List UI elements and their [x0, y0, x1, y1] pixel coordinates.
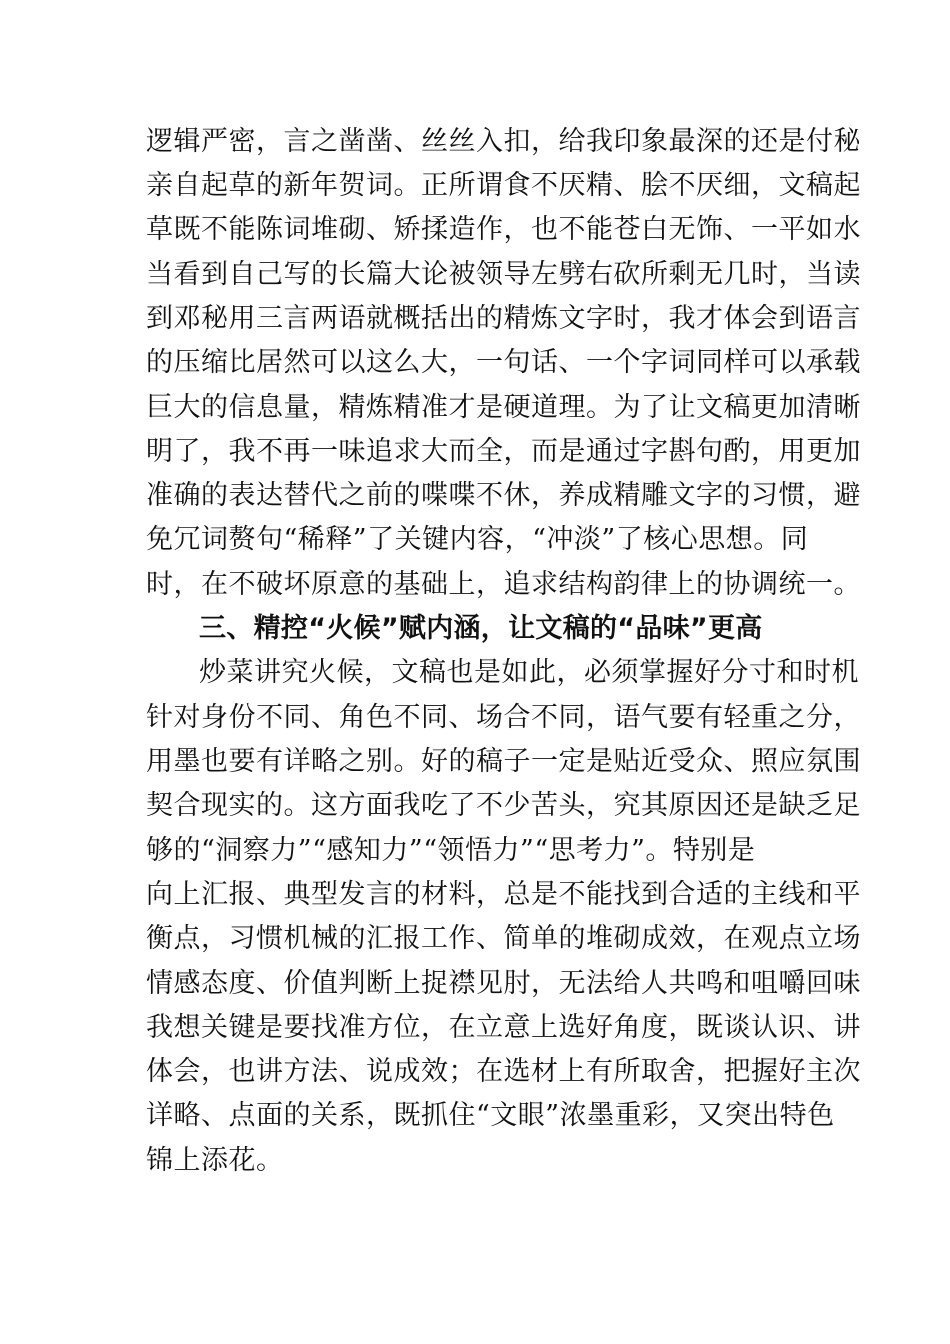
section-heading: 三、精控“火候”赋内涵，让文稿的“品味”更高	[199, 613, 763, 644]
paragraph-1-line-8: 明了，我不再一味追求大而全，而是通过字斟句酌，用更加	[146, 436, 861, 467]
paragraph-1-line-4: 当看到自己写的长篇大论被领导左劈右砍所剩无几时，当读	[146, 259, 861, 290]
paragraph-2-line-6: 向上汇报、典型发言的材料，总是不能找到合适的主线和平	[146, 879, 861, 910]
paragraph-2-line-3: 用墨也要有详略之别。好的稿子一定是贴近受众、照应氛围	[146, 746, 861, 777]
paragraph-2-line-2: 针对身份不同、角色不同、场合不同，语气要有轻重之分，	[146, 702, 861, 733]
paragraph-2-line-11: 详略、点面的关系，既抓住“文眼”浓墨重彩，又突出特色	[146, 1100, 835, 1131]
paragraph-2-line-5: 够的“洞察力”“感知力”“领悟力”“思考力”。特别是	[146, 835, 756, 866]
paragraph-1-line-9: 准确的表达替代之前的喋喋不休，养成精雕文字的习惯，避	[146, 480, 861, 511]
paragraph-2-line-8: 情感态度、价值判断上捉襟见肘，无法给人共鸣和咀嚼回味	[146, 968, 861, 999]
paragraph-1-line-7: 巨大的信息量，精炼精准才是硬道理。为了让文稿更加清晰	[146, 392, 861, 423]
paragraph-1-line-1: 逻辑严密，言之凿凿、丝丝入扣，给我印象最深的还是付秘	[146, 126, 861, 157]
paragraph-1-line-10: 免冗词赘句“稀释”了关键内容，“冲淡”了核心思想。同	[146, 524, 809, 555]
paragraph-1-line-2: 亲自起草的新年贺词。正所谓食不厌精、脍不厌细，文稿起	[146, 170, 861, 201]
paragraph-2-line-7: 衡点，习惯机械的汇报工作、简单的堆砌成效，在观点立场	[146, 923, 861, 954]
paragraph-2-line-1: 炒菜讲究火候，文稿也是如此，必须掌握好分寸和时机	[199, 657, 859, 688]
paragraph-1-line-5: 到邓秘用三言两语就概括出的精炼文字时，我才体会到语言	[146, 303, 861, 334]
paragraph-1-line-6: 的压缩比居然可以这么大，一句话、一个字词同样可以承载	[146, 347, 861, 378]
paragraph-2-line-12: 锦上添花。	[146, 1145, 284, 1176]
paragraph-1-line-3: 草既不能陈词堆砌、矫揉造作，也不能苍白无饰、一平如水	[146, 214, 861, 245]
paragraph-2-line-4: 契合现实的。这方面我吃了不少苦头，究其原因还是缺乏足	[146, 790, 861, 821]
paragraph-2-line-10: 体会，也讲方法、说成效；在选材上有所取舍，把握好主次	[146, 1056, 861, 1087]
paragraph-1-line-11: 时，在不破坏原意的基础上，追求结构韵律上的协调统一。	[146, 569, 861, 600]
paragraph-2-line-9: 我想关键是要找准方位，在立意上选好角度，既谈认识、讲	[146, 1012, 861, 1043]
